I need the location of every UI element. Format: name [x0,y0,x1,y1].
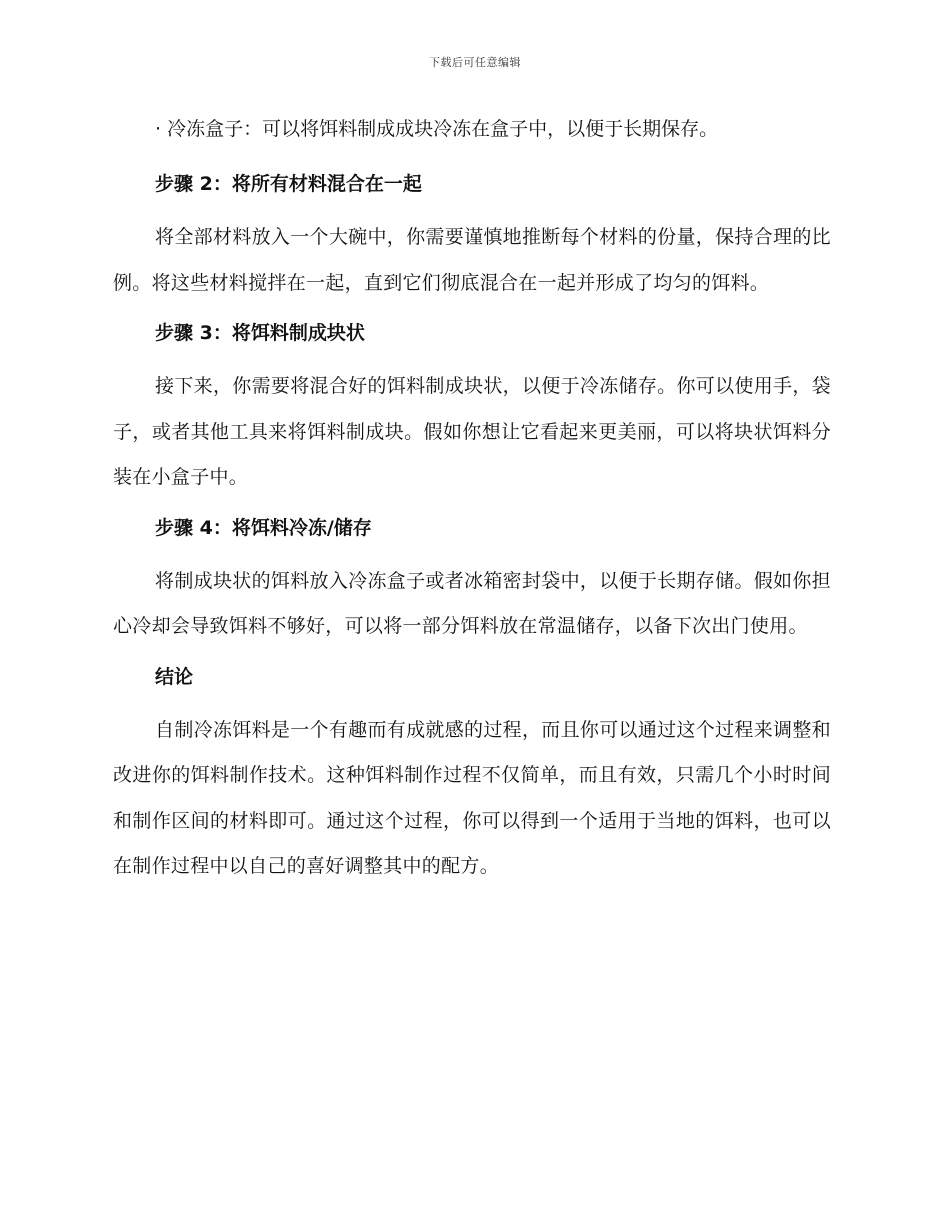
section-paragraph-step-3: 接下来，你需要将混合好的饵料制成块状，以便于冷冻储存。你可以使用手，袋子，或者其他工具来将饵料制成块。假如你想让它看起来更美丽，可以将块状饵料分装在小盒子中。 [113,375,831,488]
bullet-item: · 冷冻盒子：可以将饵料制成成块冷冻在盒子中，以便于长期保存。 [155,118,719,140]
section-heading-step-2: 步骤 2：将所有材料混合在一起 [155,173,422,195]
section-heading-conclusion: 结论 [155,665,194,688]
section-paragraph-conclusion: 自制冷冻饵料是一个有趣而有成就感的过程，而且你可以通过这个过程来调整和改进你的饵料制作技术。这种饵料制作过程不仅简单，而且有效，只需几个小时时间和制作区间的材料即可。通过这个过程，你可以得到一个适用于当地的饵料，也可以在制作过程中以自己的喜好调整其中的配方。 [113,718,831,877]
page-header: 下载后可任意编辑 [429,56,521,69]
section-heading-step-4: 步骤 4：将饵料冷冻/储存 [155,516,372,539]
section-paragraph-step-2: 将全部材料放入一个大碗中，你需要谨慎地推断每个材料的份量，保持合理的比例。将这些材料搅拌在一起，直到它们彻底混合在一起并形成了均匀的饵料。 [113,226,831,294]
document-body [113,114,831,890]
section-heading-step-3: 步骤 3：将饵料制成块状 [155,322,365,344]
section-paragraph-step-4: 将制成块状的饵料放入冷冻盒子或者冰箱密封袋中，以便于长期存储。假如你担心冷却会导致饵料不够好，可以将一部分饵料放在常温储存，以备下次出门使用。 [113,569,831,637]
